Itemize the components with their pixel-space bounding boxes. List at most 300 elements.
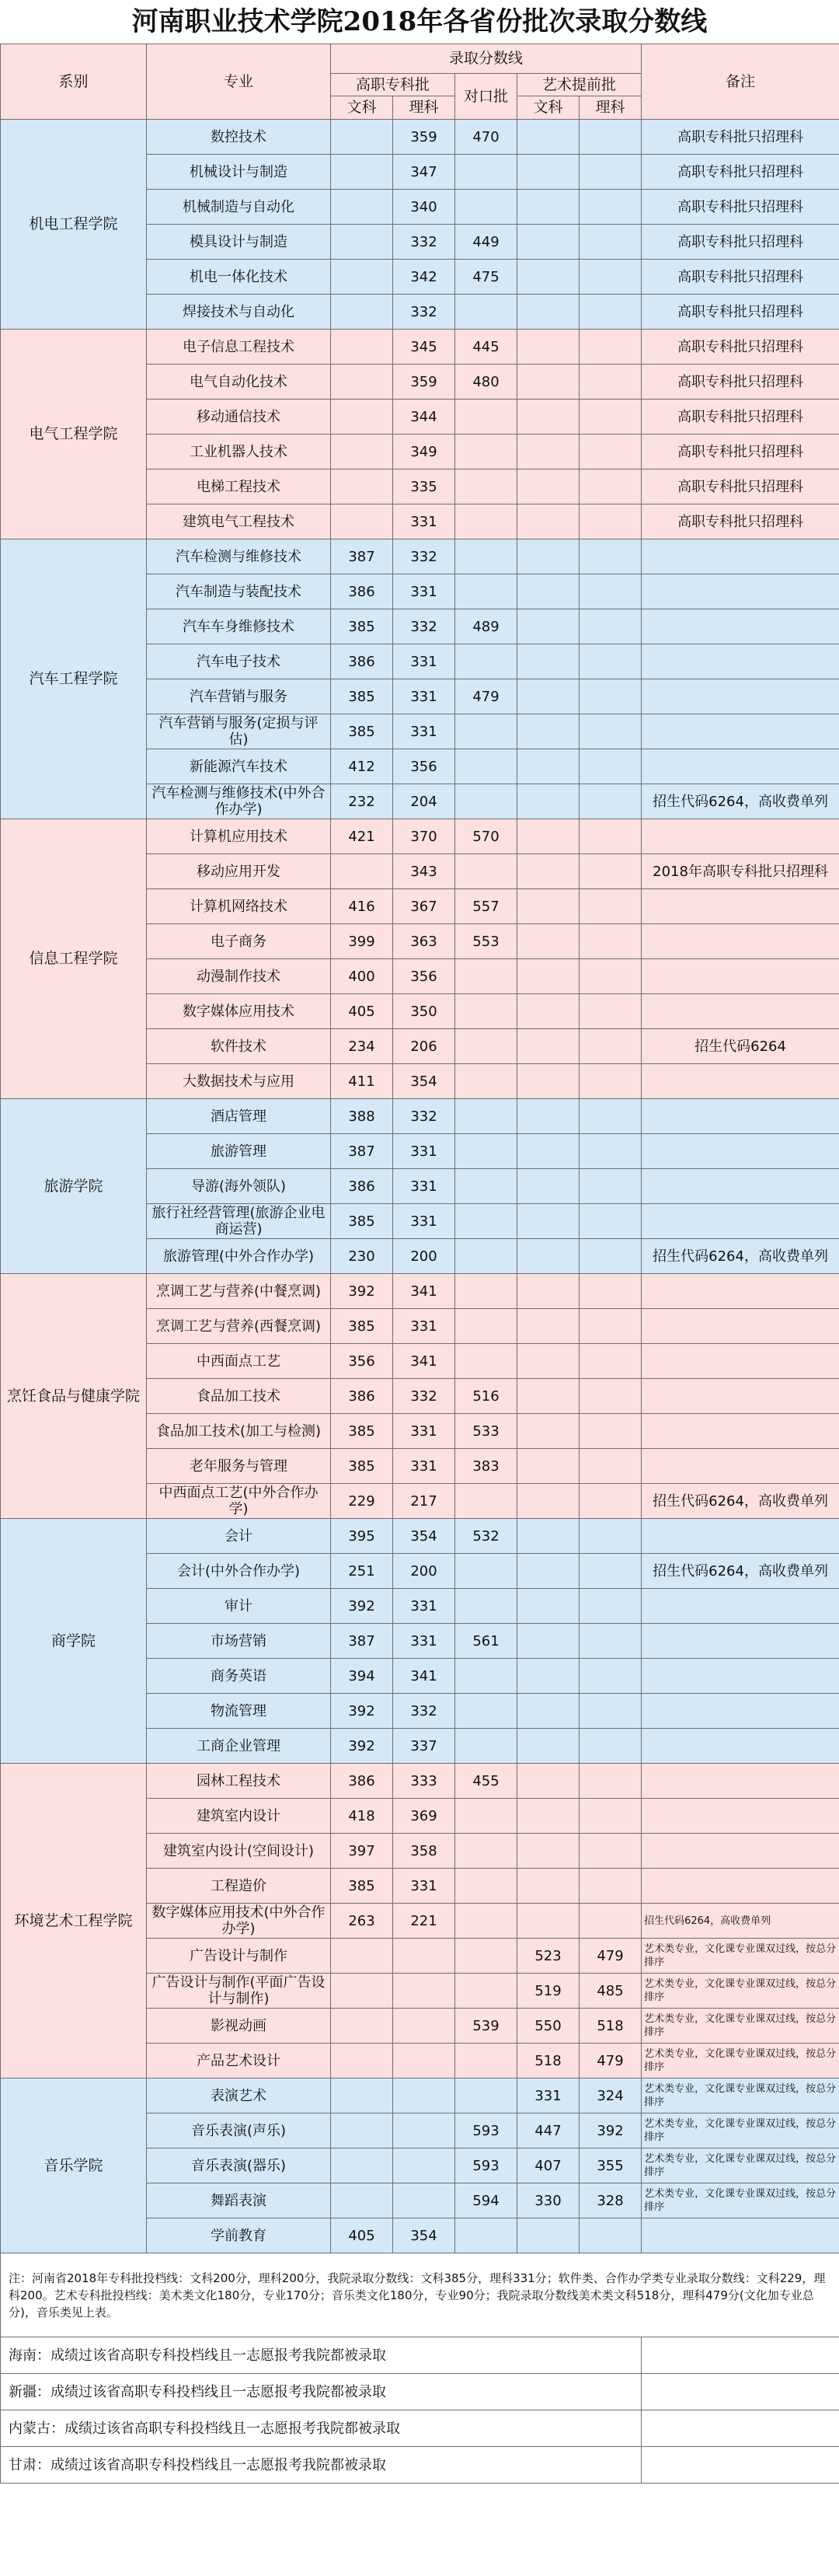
header-li: 理科 (393, 96, 455, 120)
score-art-li (580, 1764, 642, 1799)
remark-cell (642, 1659, 839, 1694)
remark-cell: 招生代码6264，高收费单列 (642, 1554, 839, 1589)
score-duikou (455, 1834, 517, 1869)
department-name: 机电工程学院 (1, 120, 147, 330)
remark-cell (642, 714, 839, 749)
major-name: 汽车电子技术 (147, 644, 331, 679)
score-gzzk-wen (331, 2079, 393, 2114)
score-gzzk-wen: 405 (331, 994, 393, 1029)
remark-cell: 高职专科批只招理科 (642, 260, 839, 295)
score-gzzk-li: 341 (393, 1344, 455, 1379)
score-gzzk-wen: 386 (331, 1764, 393, 1799)
score-gzzk-wen: 385 (331, 1869, 393, 1904)
major-name: 新能源汽车技术 (147, 749, 331, 784)
major-name: 建筑电气工程技术 (147, 504, 331, 539)
score-gzzk-li (393, 2044, 455, 2079)
score-art-li (580, 714, 642, 749)
score-art-li: 392 (580, 2114, 642, 2148)
major-name: 汽车车身维修技术 (147, 609, 331, 644)
score-gzzk-wen (331, 1974, 393, 2009)
score-art-wen (517, 155, 580, 190)
major-name: 酒店管理 (147, 1099, 331, 1134)
score-gzzk-wen: 386 (331, 574, 393, 609)
score-art-wen (517, 1834, 580, 1869)
score-duikou (455, 2079, 517, 2114)
major-name: 汽车制造与装配技术 (147, 574, 331, 609)
score-art-wen: 331 (517, 2079, 580, 2114)
region-row (1, 2410, 839, 2447)
score-duikou (455, 435, 517, 469)
score-gzzk-li: 332 (393, 1099, 455, 1134)
score-duikou (455, 1029, 517, 1064)
score-art-li (580, 1274, 642, 1309)
score-gzzk-li: 332 (393, 1694, 455, 1729)
score-duikou: 455 (455, 1764, 517, 1799)
score-art-li (580, 1799, 642, 1834)
score-duikou (455, 539, 517, 574)
remark-cell: 艺术类专业，文化课专业课双过线，按总分排序 (642, 2009, 839, 2044)
major-name: 商务英语 (147, 1659, 331, 1694)
score-art-li (580, 1099, 642, 1134)
score-duikou (455, 1729, 517, 1764)
score-gzzk-wen (331, 120, 393, 155)
score-duikou (455, 1169, 517, 1204)
score-gzzk-li: 200 (393, 1239, 455, 1274)
score-duikou (455, 644, 517, 679)
score-art-wen (517, 400, 580, 435)
remark-cell (642, 1834, 839, 1869)
score-gzzk-li: 349 (393, 435, 455, 469)
score-duikou: 475 (455, 260, 517, 295)
major-name: 中西面点工艺 (147, 1344, 331, 1379)
score-gzzk-li: 341 (393, 1274, 455, 1309)
score-art-wen (517, 889, 580, 924)
table-row (1, 2079, 839, 2114)
major-name: 工商企业管理 (147, 1729, 331, 1764)
score-gzzk-li: 331 (393, 1134, 455, 1169)
score-gzzk-li: 331 (393, 1169, 455, 1204)
remark-cell: 招生代码6264，高收费单列 (642, 784, 839, 819)
score-art-li (580, 959, 642, 994)
department-name: 汽车工程学院 (1, 539, 147, 819)
score-art-li (580, 1659, 642, 1694)
score-duikou: 383 (455, 1449, 517, 1484)
major-name: 音乐表演(器乐) (147, 2148, 331, 2183)
score-gzzk-li: 354 (393, 2218, 455, 2253)
major-name: 电子商务 (147, 924, 331, 959)
major-name: 焊接技术与自动化 (147, 295, 331, 330)
score-art-wen (517, 260, 580, 295)
score-art-li (580, 155, 642, 190)
score-gzzk-wen: 386 (331, 1379, 393, 1414)
score-art-wen (517, 1659, 580, 1694)
major-name: 计算机应用技术 (147, 819, 331, 854)
score-art-li (580, 539, 642, 574)
table-row (1, 1519, 839, 1554)
major-name: 舞蹈表演 (147, 2183, 331, 2218)
score-art-li (580, 190, 642, 225)
score-art-li (580, 469, 642, 504)
score-duikou: 516 (455, 1379, 517, 1414)
score-gzzk-li: 337 (393, 1729, 455, 1764)
score-art-li (580, 1834, 642, 1869)
score-art-li: 328 (580, 2183, 642, 2218)
score-art-li (580, 225, 642, 260)
score-gzzk-wen (331, 400, 393, 435)
department-name: 烹饪食品与健康学院 (1, 1274, 147, 1519)
score-art-li (580, 1449, 642, 1484)
major-name: 会计 (147, 1519, 331, 1554)
major-name: 计算机网络技术 (147, 889, 331, 924)
score-art-li (580, 1379, 642, 1414)
score-art-li (580, 365, 642, 400)
remark-cell (642, 574, 839, 609)
score-duikou: 489 (455, 609, 517, 644)
major-name: 园林工程技术 (147, 1764, 331, 1799)
score-art-wen: 519 (517, 1974, 580, 2009)
score-art-wen (517, 1449, 580, 1484)
score-art-wen (517, 784, 580, 819)
remark-cell (642, 1344, 839, 1379)
major-name: 旅行社经营管理(旅游企业电商运营) (147, 1204, 331, 1239)
remark-cell (642, 1204, 839, 1239)
footnote-text: 注：河南省2018年专科批投档线：文科200分，理科200分，我院录取分数线：文科385分，理科331分；软件类、合作办学类专业录取分数线：文科229，理科200。艺术专科批投档线：美术类文化180分，专业170分；音乐类文化180分，专业90分；我院录取分数线美术类文科518分，理科479分(文化加专业总分)，音乐类见上表。 (1, 2253, 839, 2337)
score-art-li (580, 1729, 642, 1764)
major-name: 烹调工艺与营养(西餐烹调) (147, 1309, 331, 1344)
score-duikou (455, 714, 517, 749)
score-gzzk-wen: 385 (331, 1449, 393, 1484)
score-art-li (580, 435, 642, 469)
score-art-li (580, 784, 642, 819)
region-remark (642, 2447, 839, 2484)
score-gzzk-wen (331, 469, 393, 504)
score-gzzk-li: 370 (393, 819, 455, 854)
score-art-wen (517, 365, 580, 400)
score-gzzk-wen (331, 225, 393, 260)
score-duikou: 553 (455, 924, 517, 959)
score-art-li: 485 (580, 1974, 642, 2009)
major-name: 旅游管理 (147, 1134, 331, 1169)
score-art-li (580, 994, 642, 1029)
score-gzzk-wen (331, 435, 393, 469)
score-gzzk-li: 354 (393, 1519, 455, 1554)
score-art-wen (517, 609, 580, 644)
score-art-wen (517, 1029, 580, 1064)
score-art-li (580, 609, 642, 644)
score-art-wen (517, 924, 580, 959)
score-art-wen (517, 295, 580, 330)
score-gzzk-wen: 392 (331, 1694, 393, 1729)
major-name: 广告设计与制作(平面广告设计与制作) (147, 1974, 331, 2009)
score-gzzk-wen: 392 (331, 1274, 393, 1309)
score-gzzk-li: 331 (393, 1414, 455, 1449)
score-duikou (455, 784, 517, 819)
score-duikou (455, 1239, 517, 1274)
score-art-wen (517, 819, 580, 854)
remark-cell (642, 959, 839, 994)
major-name: 影视动画 (147, 2009, 331, 2044)
score-gzzk-wen: 405 (331, 2218, 393, 2253)
major-name: 旅游管理(中外合作办学) (147, 1239, 331, 1274)
score-art-wen: 550 (517, 2009, 580, 2044)
score-gzzk-li: 331 (393, 1869, 455, 1904)
score-gzzk-li: 331 (393, 1624, 455, 1659)
major-name: 电子信息工程技术 (147, 330, 331, 365)
score-duikou (455, 1694, 517, 1729)
score-duikou: 594 (455, 2183, 517, 2218)
score-duikou (455, 1974, 517, 2009)
score-art-wen (517, 644, 580, 679)
score-art-wen (517, 1064, 580, 1099)
score-art-li (580, 1519, 642, 1554)
remark-cell (642, 1169, 839, 1204)
remark-cell (642, 679, 839, 714)
score-gzzk-wen (331, 2009, 393, 2044)
remark-cell: 高职专科批只招理科 (642, 330, 839, 365)
score-gzzk-li: 204 (393, 784, 455, 819)
score-duikou: 533 (455, 1414, 517, 1449)
region-text: 内蒙古：成绩过该省高职专科投档线且一志愿报考我院都被录取 (1, 2410, 642, 2447)
remark-cell (642, 1764, 839, 1799)
remark-cell (642, 819, 839, 854)
remark-cell: 高职专科批只招理科 (642, 155, 839, 190)
score-duikou (455, 1939, 517, 1974)
score-art-li (580, 330, 642, 365)
score-art-wen (517, 994, 580, 1029)
score-duikou: 557 (455, 889, 517, 924)
remark-cell (642, 644, 839, 679)
remark-cell (642, 2218, 839, 2253)
score-duikou: 532 (455, 1519, 517, 1554)
score-art-wen: 407 (517, 2148, 580, 2183)
score-gzzk-wen (331, 2044, 393, 2079)
score-gzzk-li: 363 (393, 924, 455, 959)
score-gzzk-li: 331 (393, 679, 455, 714)
score-gzzk-li: 350 (393, 994, 455, 1029)
score-duikou (455, 400, 517, 435)
score-art-wen (517, 1519, 580, 1554)
score-duikou: 480 (455, 365, 517, 400)
remark-cell: 招生代码6264，高收费单列 (642, 1484, 839, 1519)
score-art-li (580, 1554, 642, 1589)
remark-cell (642, 1694, 839, 1729)
score-art-li (580, 120, 642, 155)
region-remark (642, 2410, 839, 2447)
major-name: 大数据技术与应用 (147, 1064, 331, 1099)
score-art-wen: 330 (517, 2183, 580, 2218)
score-gzzk-li: 221 (393, 1904, 455, 1939)
score-art-wen (517, 854, 580, 889)
score-gzzk-wen: 392 (331, 1589, 393, 1624)
score-duikou (455, 1904, 517, 1939)
remark-cell (642, 1064, 839, 1099)
score-art-li (580, 1869, 642, 1904)
region-row (1, 2447, 839, 2484)
score-art-wen (517, 1869, 580, 1904)
score-gzzk-wen: 416 (331, 889, 393, 924)
score-gzzk-li: 359 (393, 120, 455, 155)
score-duikou (455, 155, 517, 190)
score-gzzk-wen: 421 (331, 819, 393, 854)
score-gzzk-wen: 385 (331, 1414, 393, 1449)
major-name: 审计 (147, 1589, 331, 1624)
score-art-wen (517, 1274, 580, 1309)
remark-cell: 高职专科批只招理科 (642, 190, 839, 225)
remark-cell: 高职专科批只招理科 (642, 120, 839, 155)
score-gzzk-li: 331 (393, 574, 455, 609)
score-art-li (580, 1204, 642, 1239)
score-duikou: 561 (455, 1624, 517, 1659)
table-row (1, 1099, 839, 1134)
remark-cell (642, 889, 839, 924)
major-name: 食品加工技术 (147, 1379, 331, 1414)
score-gzzk-wen: 232 (331, 784, 393, 819)
score-gzzk-wen: 263 (331, 1904, 393, 1939)
score-gzzk-wen: 395 (331, 1519, 393, 1554)
score-art-wen (517, 190, 580, 225)
remark-cell (642, 749, 839, 784)
major-name: 机械制造与自动化 (147, 190, 331, 225)
score-gzzk-li: 331 (393, 1589, 455, 1624)
major-name: 产品艺术设计 (147, 2044, 331, 2079)
remark-cell (642, 1589, 839, 1624)
score-gzzk-li: 345 (393, 330, 455, 365)
major-name: 电气自动化技术 (147, 365, 331, 400)
remark-cell: 艺术类专业，文化课专业课双过线，按总分排序 (642, 2044, 839, 2079)
score-art-li: 324 (580, 2079, 642, 2114)
score-art-wen (517, 469, 580, 504)
score-gzzk-wen: 234 (331, 1029, 393, 1064)
header-art-li: 理科 (580, 96, 642, 120)
score-art-wen (517, 749, 580, 784)
score-art-wen (517, 330, 580, 365)
remark-cell: 招生代码6264，高收费单列 (642, 1239, 839, 1274)
score-duikou (455, 295, 517, 330)
score-art-wen (517, 1344, 580, 1379)
remark-cell (642, 609, 839, 644)
score-art-li (580, 1309, 642, 1344)
remark-cell (642, 1799, 839, 1834)
major-name: 导游(海外领队) (147, 1169, 331, 1204)
table-row (1, 330, 839, 365)
remark-cell: 艺术类专业，文化课专业课双过线，按总分排序 (642, 2079, 839, 2114)
score-gzzk-wen (331, 190, 393, 225)
score-gzzk-wen: 229 (331, 1484, 393, 1519)
remark-cell (642, 1274, 839, 1309)
score-gzzk-li: 333 (393, 1764, 455, 1799)
remark-cell: 招生代码6264，高收费单列 (642, 1904, 839, 1939)
remark-cell: 艺术类专业，文化课专业课双过线，按总分排序 (642, 2183, 839, 2218)
score-art-wen (517, 1554, 580, 1589)
remark-cell (642, 1309, 839, 1344)
page-title: 河南职业技术学院2018年各省份批次录取分数线 (131, 6, 708, 37)
score-art-wen (517, 714, 580, 749)
score-art-wen (517, 574, 580, 609)
major-name: 汽车营销与服务 (147, 679, 331, 714)
score-gzzk-li: 332 (393, 539, 455, 574)
score-duikou: 570 (455, 819, 517, 854)
score-duikou: 470 (455, 120, 517, 155)
score-gzzk-wen (331, 2183, 393, 2218)
score-duikou: 593 (455, 2148, 517, 2183)
score-gzzk-wen (331, 330, 393, 365)
header-yishu: 艺术提前批 (517, 74, 642, 96)
score-duikou: 449 (455, 225, 517, 260)
score-gzzk-li: 359 (393, 365, 455, 400)
major-name: 移动通信技术 (147, 400, 331, 435)
score-gzzk-li: 332 (393, 225, 455, 260)
score-art-li (580, 1694, 642, 1729)
remark-cell (642, 539, 839, 574)
department-name: 旅游学院 (1, 1099, 147, 1274)
score-art-wen (517, 1624, 580, 1659)
remark-cell (642, 1624, 839, 1659)
table-row (1, 1764, 839, 1799)
score-gzzk-wen: 411 (331, 1064, 393, 1099)
score-gzzk-wen (331, 504, 393, 539)
score-art-li (580, 1344, 642, 1379)
major-name: 汽车营销与服务(定损与评估) (147, 714, 331, 749)
score-art-li (580, 889, 642, 924)
score-art-li (580, 644, 642, 679)
major-name: 建筑室内设计(空间设计) (147, 1834, 331, 1869)
score-duikou: 593 (455, 2114, 517, 2148)
score-art-li (580, 295, 642, 330)
major-name: 数字媒体应用技术(中外合作办学) (147, 1904, 331, 1939)
score-gzzk-li: 356 (393, 749, 455, 784)
score-art-wen (517, 1134, 580, 1169)
score-gzzk-wen: 385 (331, 714, 393, 749)
score-art-wen: 523 (517, 1939, 580, 1974)
remark-cell: 2018年高职专科批只招理科 (642, 854, 839, 889)
score-gzzk-li (393, 2009, 455, 2044)
major-name: 软件技术 (147, 1029, 331, 1064)
score-gzzk-wen: 388 (331, 1099, 393, 1134)
score-gzzk-wen (331, 2148, 393, 2183)
score-gzzk-li: 354 (393, 1064, 455, 1099)
major-name: 机械设计与制造 (147, 155, 331, 190)
region-text: 甘肃：成绩过该省高职专科投档线且一志愿报考我院都被录取 (1, 2447, 642, 2484)
header-major: 专业 (147, 44, 331, 120)
score-duikou (455, 749, 517, 784)
score-gzzk-li: 342 (393, 260, 455, 295)
score-art-li: 355 (580, 2148, 642, 2183)
major-name: 物流管理 (147, 1694, 331, 1729)
score-gzzk-wen: 418 (331, 1799, 393, 1834)
score-gzzk-li: 367 (393, 889, 455, 924)
score-art-wen (517, 679, 580, 714)
region-remark (642, 2374, 839, 2410)
remark-cell: 艺术类专业，文化课专业课双过线，按总分排序 (642, 2114, 839, 2148)
score-duikou (455, 994, 517, 1029)
score-duikou (455, 1204, 517, 1239)
score-gzzk-li: 369 (393, 1799, 455, 1834)
score-art-wen (517, 2218, 580, 2253)
major-name: 汽车检测与维修技术(中外合作办学) (147, 784, 331, 819)
remark-cell: 高职专科批只招理科 (642, 469, 839, 504)
score-gzzk-li: 331 (393, 1449, 455, 1484)
major-name: 电梯工程技术 (147, 469, 331, 504)
score-gzzk-li: 341 (393, 1659, 455, 1694)
score-gzzk-wen: 386 (331, 644, 393, 679)
major-name: 烹调工艺与营养(中餐烹调) (147, 1274, 331, 1309)
score-art-wen (517, 1379, 580, 1414)
major-name: 建筑室内设计 (147, 1799, 331, 1834)
department-name: 环境艺术工程学院 (1, 1764, 147, 2079)
score-duikou (455, 1134, 517, 1169)
score-art-li (580, 749, 642, 784)
major-name: 工程造价 (147, 1869, 331, 1904)
